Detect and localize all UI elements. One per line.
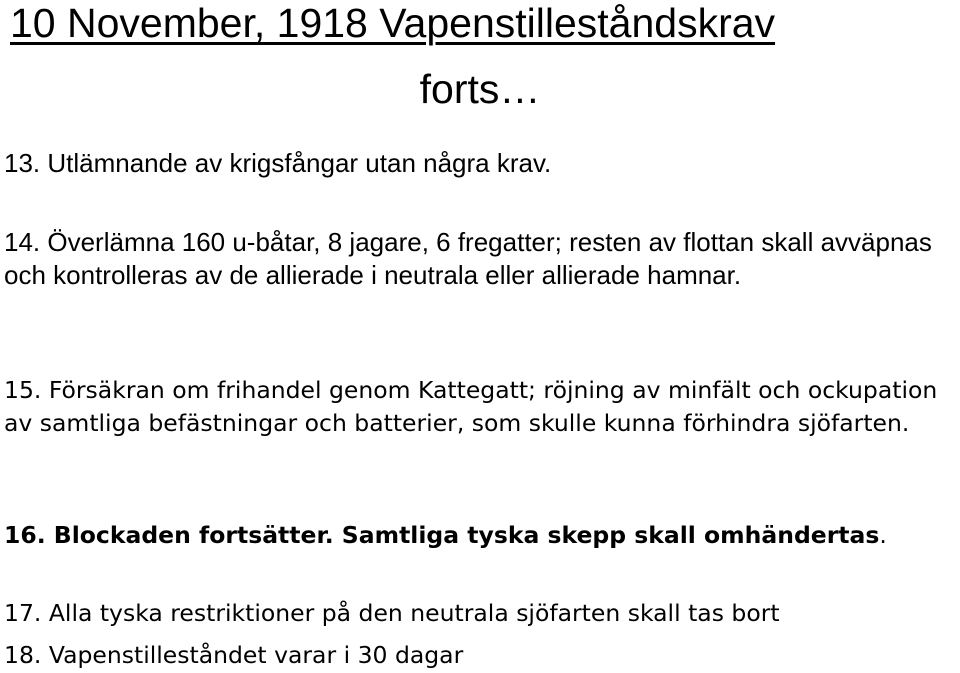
item-13: 13. Utlämnande av krigsfångar utan några krav. [4, 148, 552, 178]
item-16 [4, 519, 954, 552]
item-15: 15. Försäkran om frihandel genom Kattegatt; röjning av minfält och ockupation av samtliga befästningar och batterier, som skulle kunna förhindra sjöfarten. [4, 376, 938, 437]
item-18: 18. Vapenstilleståndet varar i 30 dagar [4, 641, 464, 669]
slide-title: 10 November, 1918 Vapenstilleståndskrav [10, 0, 776, 46]
item-17: 17. Alla tyska restriktioner på den neutrala sjöfarten skall tas bort [4, 599, 780, 627]
item-16-text: 16. Blockaden fortsätter. Samtliga tyska skepp skall omhändertas [4, 521, 880, 549]
item-16-suffix: . [879, 521, 887, 549]
item-14: 14. Överlämna 160 u-båtar, 8 jagare, 6 fregatter; resten av flottan skall avväpnas och kontrolleras av de allierade i neutrala eller allierade hamnar. [4, 227, 932, 290]
slide-title-continuation: forts… [419, 66, 541, 112]
